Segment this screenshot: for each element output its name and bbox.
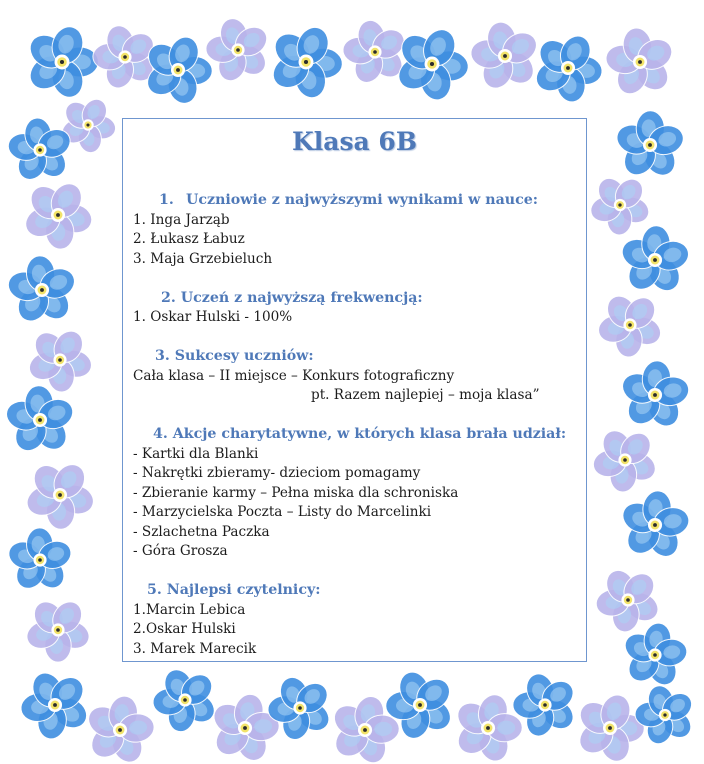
list-item: - Nakrętki zbieramy- dzieciom pomagamy [133,465,421,481]
section-number: 3. [155,348,170,364]
flower-icon [23,459,97,530]
list-item: 3. Maja Grzebieluch [133,250,273,267]
list-item: - Szlachetna Paczka [133,523,270,540]
section-heading [133,289,580,309]
section-heading [133,425,580,445]
flower-icon [588,173,653,235]
list-item: - Góra Grosza [133,543,228,559]
flower-icon [574,691,645,764]
section-heading [133,581,580,601]
flower-icon [594,565,663,633]
section-heading [133,347,580,367]
list-item: 3. Marek Marecik [133,640,257,657]
list-item: pt. Razem najlepiej – moja klasa” [311,387,540,403]
content-body [133,191,580,679]
list-item: - Marzycielska Poczta – Listy do Marcelinki [133,504,432,520]
section-charity [133,425,580,562]
list-item: 2.Oskar Hulski [133,621,236,637]
flower-icon [591,426,660,494]
flower-icon [452,691,523,764]
flower-icon [25,326,94,393]
flower-icon [393,25,470,103]
list-item: - Kartki dla Blanki [133,445,259,462]
section-number: 5. [147,582,162,598]
flower-icon [620,621,688,689]
section-readers [133,581,580,659]
section-heading-text: Akcje charytatywne, w których klasa brała udział: [172,426,567,442]
flower-icon [618,225,692,296]
content-panel [122,118,587,662]
flower-icon [83,694,155,764]
flower-icon [618,489,691,561]
flower-icon [596,291,665,358]
flower-icon [618,360,692,432]
section-heading-text: Uczeń z najwyższą frekwencją: [180,289,423,306]
section-heading [133,191,580,211]
flower-icon [531,31,604,104]
section-achievements [133,347,580,406]
page-title: Klasa 6B [292,127,417,156]
flower-icon [205,16,272,85]
section-heading-text: Uczniowie z najwyższymi wynikami w nauce: [186,192,538,208]
flower-icon [5,255,79,327]
section-attendance [133,289,580,328]
section-top-students [133,191,580,269]
list-item: 1.Marcin Lebica [133,601,246,618]
list-item: 1. Inga Jarząb [133,211,230,228]
flower-icon [23,596,92,662]
flower-icon [635,683,697,748]
flower-icon [21,178,94,250]
list-item: 1. Oskar Hulski - 100% [133,309,293,325]
section-number: 1. [159,192,174,208]
list-item: - Zbieranie karmy – Pełna miska dla schroniska [133,484,459,501]
flower-icon [513,670,579,739]
flower-icon [19,668,92,741]
section-heading-text: Sukcesy uczniów: [174,348,314,364]
flower-icon [24,23,99,101]
section-heading-text: Najlepsi czytelnicy: [166,582,321,598]
flower-icon [208,691,280,764]
flower-icon [3,385,77,456]
flower-icon [267,23,343,101]
list-item: 2. Łukasz Łabuz [133,231,245,247]
flower-icon [604,26,677,99]
flower-icon [613,111,687,182]
section-number: 2. [161,289,176,306]
flower-icon [469,20,541,93]
list-item: Cała klasa – II miejsce – Konkurs fotograficzny [133,367,455,384]
flower-icon [5,528,74,594]
section-number: 4. [153,426,168,442]
